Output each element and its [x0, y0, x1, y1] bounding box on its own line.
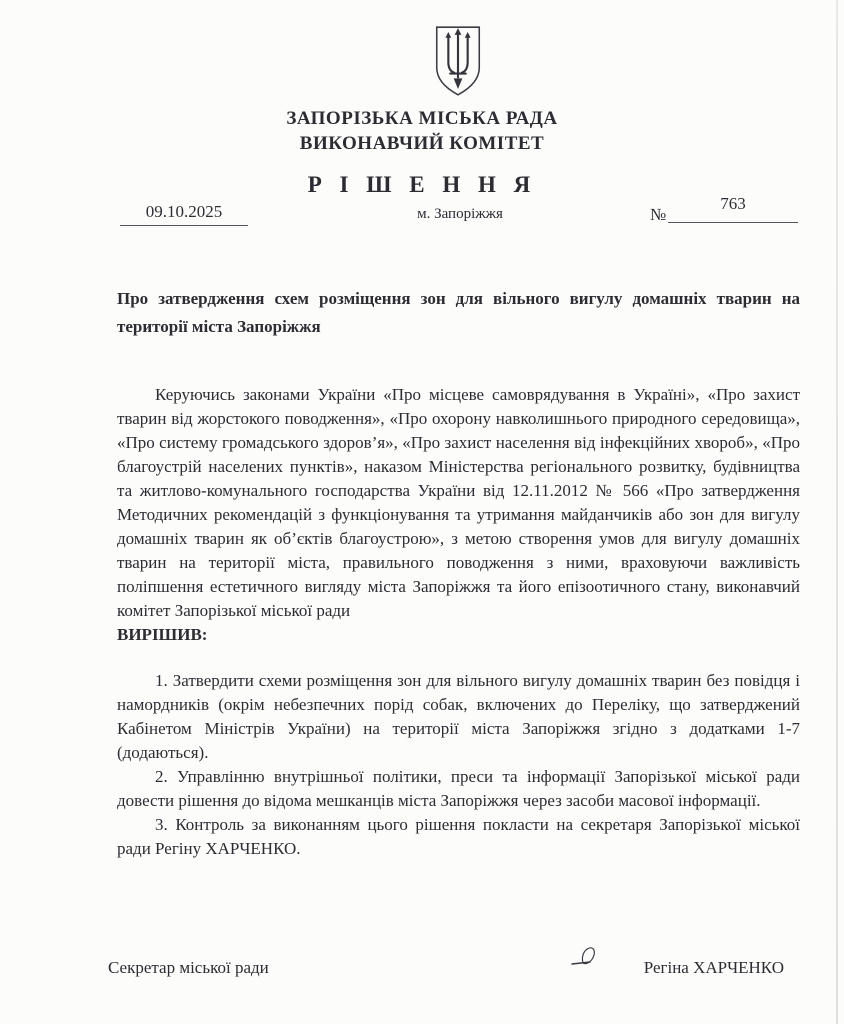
doc-meta-row — [0, 194, 844, 232]
pen-signature-stroke — [570, 940, 616, 974]
signer-role: Секретар міської ради — [108, 958, 269, 977]
doc-date: 09.10.2025 — [120, 202, 248, 226]
doc-preamble: Керуючись законами України «Про місцеве самоврядування в Україні», «Про захист тварин від жорстокого поводження», «Про охорону навколишнього природного середовища», «Про систему громадського здоров’я», «Про захист населення від інфекційних хвороб», «Про благоустрій населених пунктів», наказом Міністерства регіонального розвитку, будівництва та житлово-комунального господарства України від 12.11.2012 № 566 «Про затвердження Методичних рекомендацій з функціонування та утримання майданчиків або зон для вигулу домашніх тварин як об’єктів благоустрою», з метою створення умов для вигулу домашніх тварин на території міста, правильного поводження з ними, враховуючи важливість поліпшення естетичного вигляду міста Запоріжжя та його епізоотичного стану, виконавчий комітет Запорізької міської ради — [117, 385, 800, 620]
decision-item-1: 1. Затвердити схеми розміщення зон для вільного вигулу домашніх тварин без повідця і намордників (окрім небезпечних порід собак, включених до Переліку, що затверджений Кабінетом Міністрів України) на території міста Запоріжжя згідно з додатками 1-7 (додаються). — [117, 671, 800, 762]
doc-title: Про затвердження схем розміщення зон для вільного вигулу домашніх тварин на території міста Запоріжжя — [117, 289, 800, 336]
org-name-block — [0, 106, 844, 156]
org-name-line1: ЗАПОРІЗЬКА МІСЬКА РАДА — [286, 108, 558, 129]
resolved-label: ВИРІШИВ: — [117, 625, 208, 644]
doc-number: 763 — [668, 194, 798, 223]
doc-body — [117, 285, 800, 861]
signature-block — [108, 952, 784, 982]
signer-name: Регіна ХАРЧЕНКО — [643, 958, 784, 977]
doc-type-heading: Р І Ш Е Н Н Я — [307, 172, 537, 197]
ukraine-trident-emblem-icon — [429, 25, 487, 97]
decision-item-2: 2. Управлінню внутрішньої політики, преси та інформації Запорізької міської ради довести рішення до відома мешканців міста Запоріжжя через засоби масової інформації. — [117, 767, 800, 810]
doc-city: м. Запоріжжя — [417, 206, 503, 222]
doc-number-sign: № — [650, 205, 667, 224]
org-name-line2: ВИКОНАВЧИЙ КОМІТЕТ — [299, 133, 545, 154]
decision-item-3: 3. Контроль за виконанням цього рішення покласти на секретаря Запорізької міської ради Регіну ХАРЧЕНКО. — [117, 815, 800, 858]
